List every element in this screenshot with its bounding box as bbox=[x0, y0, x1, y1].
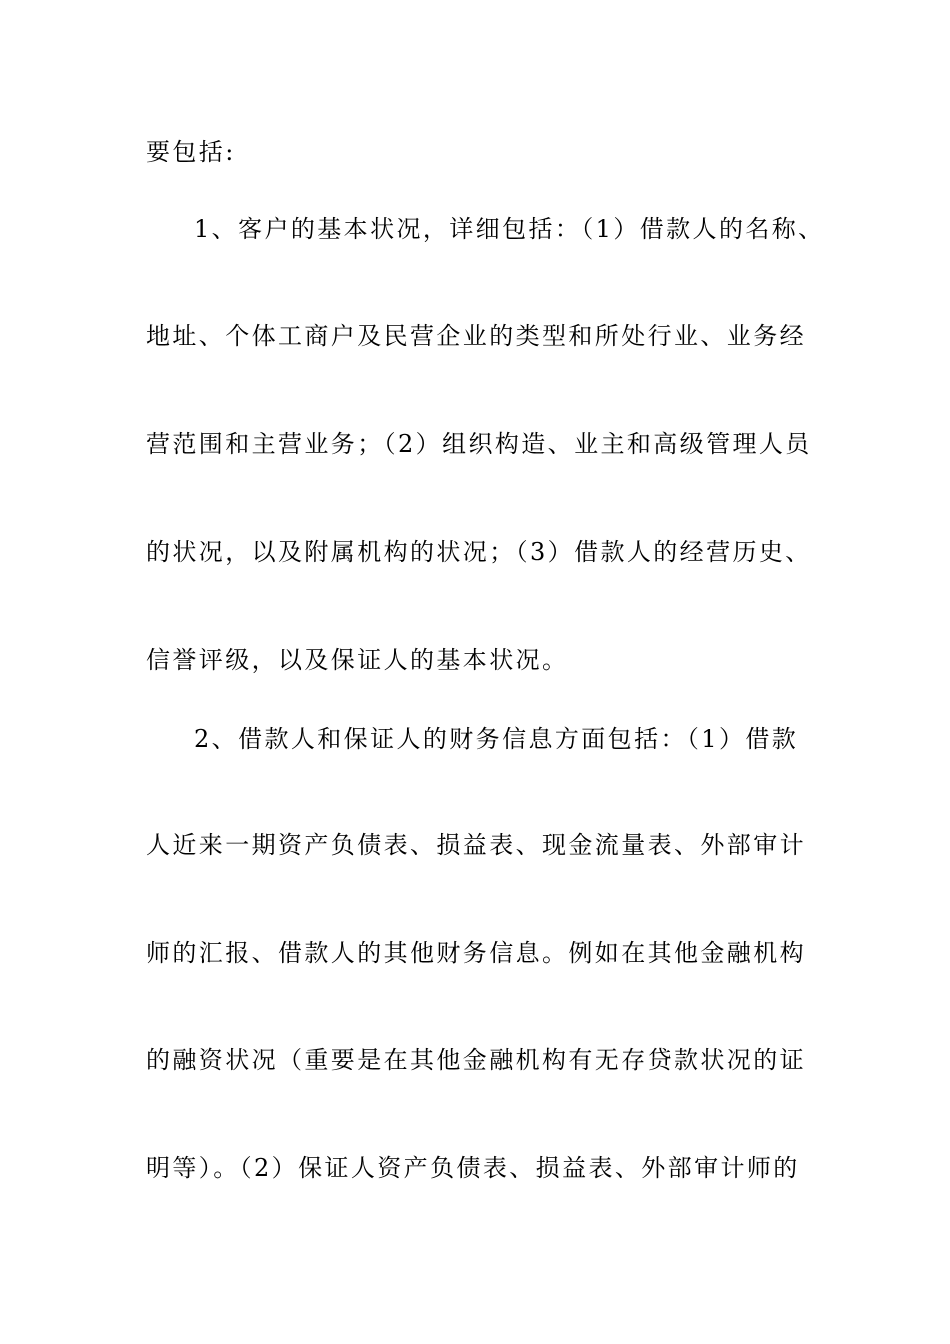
paragraph-1-line-2: 地址、个体工商户及民营企业的类型和所处行业、业务经 bbox=[146, 322, 806, 350]
paragraph-1-line-3: 营范围和主营业务；（2）组织构造、业主和高级管理人员 bbox=[146, 430, 812, 458]
paragraph-1-line-1: 1、客户的基本状况，详细包括：（1）借款人的名称、 bbox=[194, 215, 825, 243]
paragraph-1-line-4: 的状况，以及附属机构的状况；（3）借款人的经营历史、 bbox=[146, 538, 812, 566]
paragraph-1-line-5: 信誉评级，以及保证人的基本状况。 bbox=[146, 646, 569, 674]
paragraph-2-line-2: 人近来一期资产负债表、损益表、现金流量表、外部审计 bbox=[146, 831, 806, 859]
paragraph-2-line-3: 师的汇报、借款人的其他财务信息。例如在其他金融机构 bbox=[146, 939, 806, 967]
paragraph-2-line-5: 明等）。（2）保证人资产负债表、损益表、外部审计师的 bbox=[146, 1154, 800, 1182]
paragraph-2-line-1: 2、借款人和保证人的财务信息方面包括：（1）借款 bbox=[194, 725, 799, 753]
paragraph-2-line-4: 的融资状况（重要是在其他金融机构有无存贷款状况的证 bbox=[146, 1046, 806, 1074]
text-line-1: 要包括: bbox=[146, 138, 236, 166]
